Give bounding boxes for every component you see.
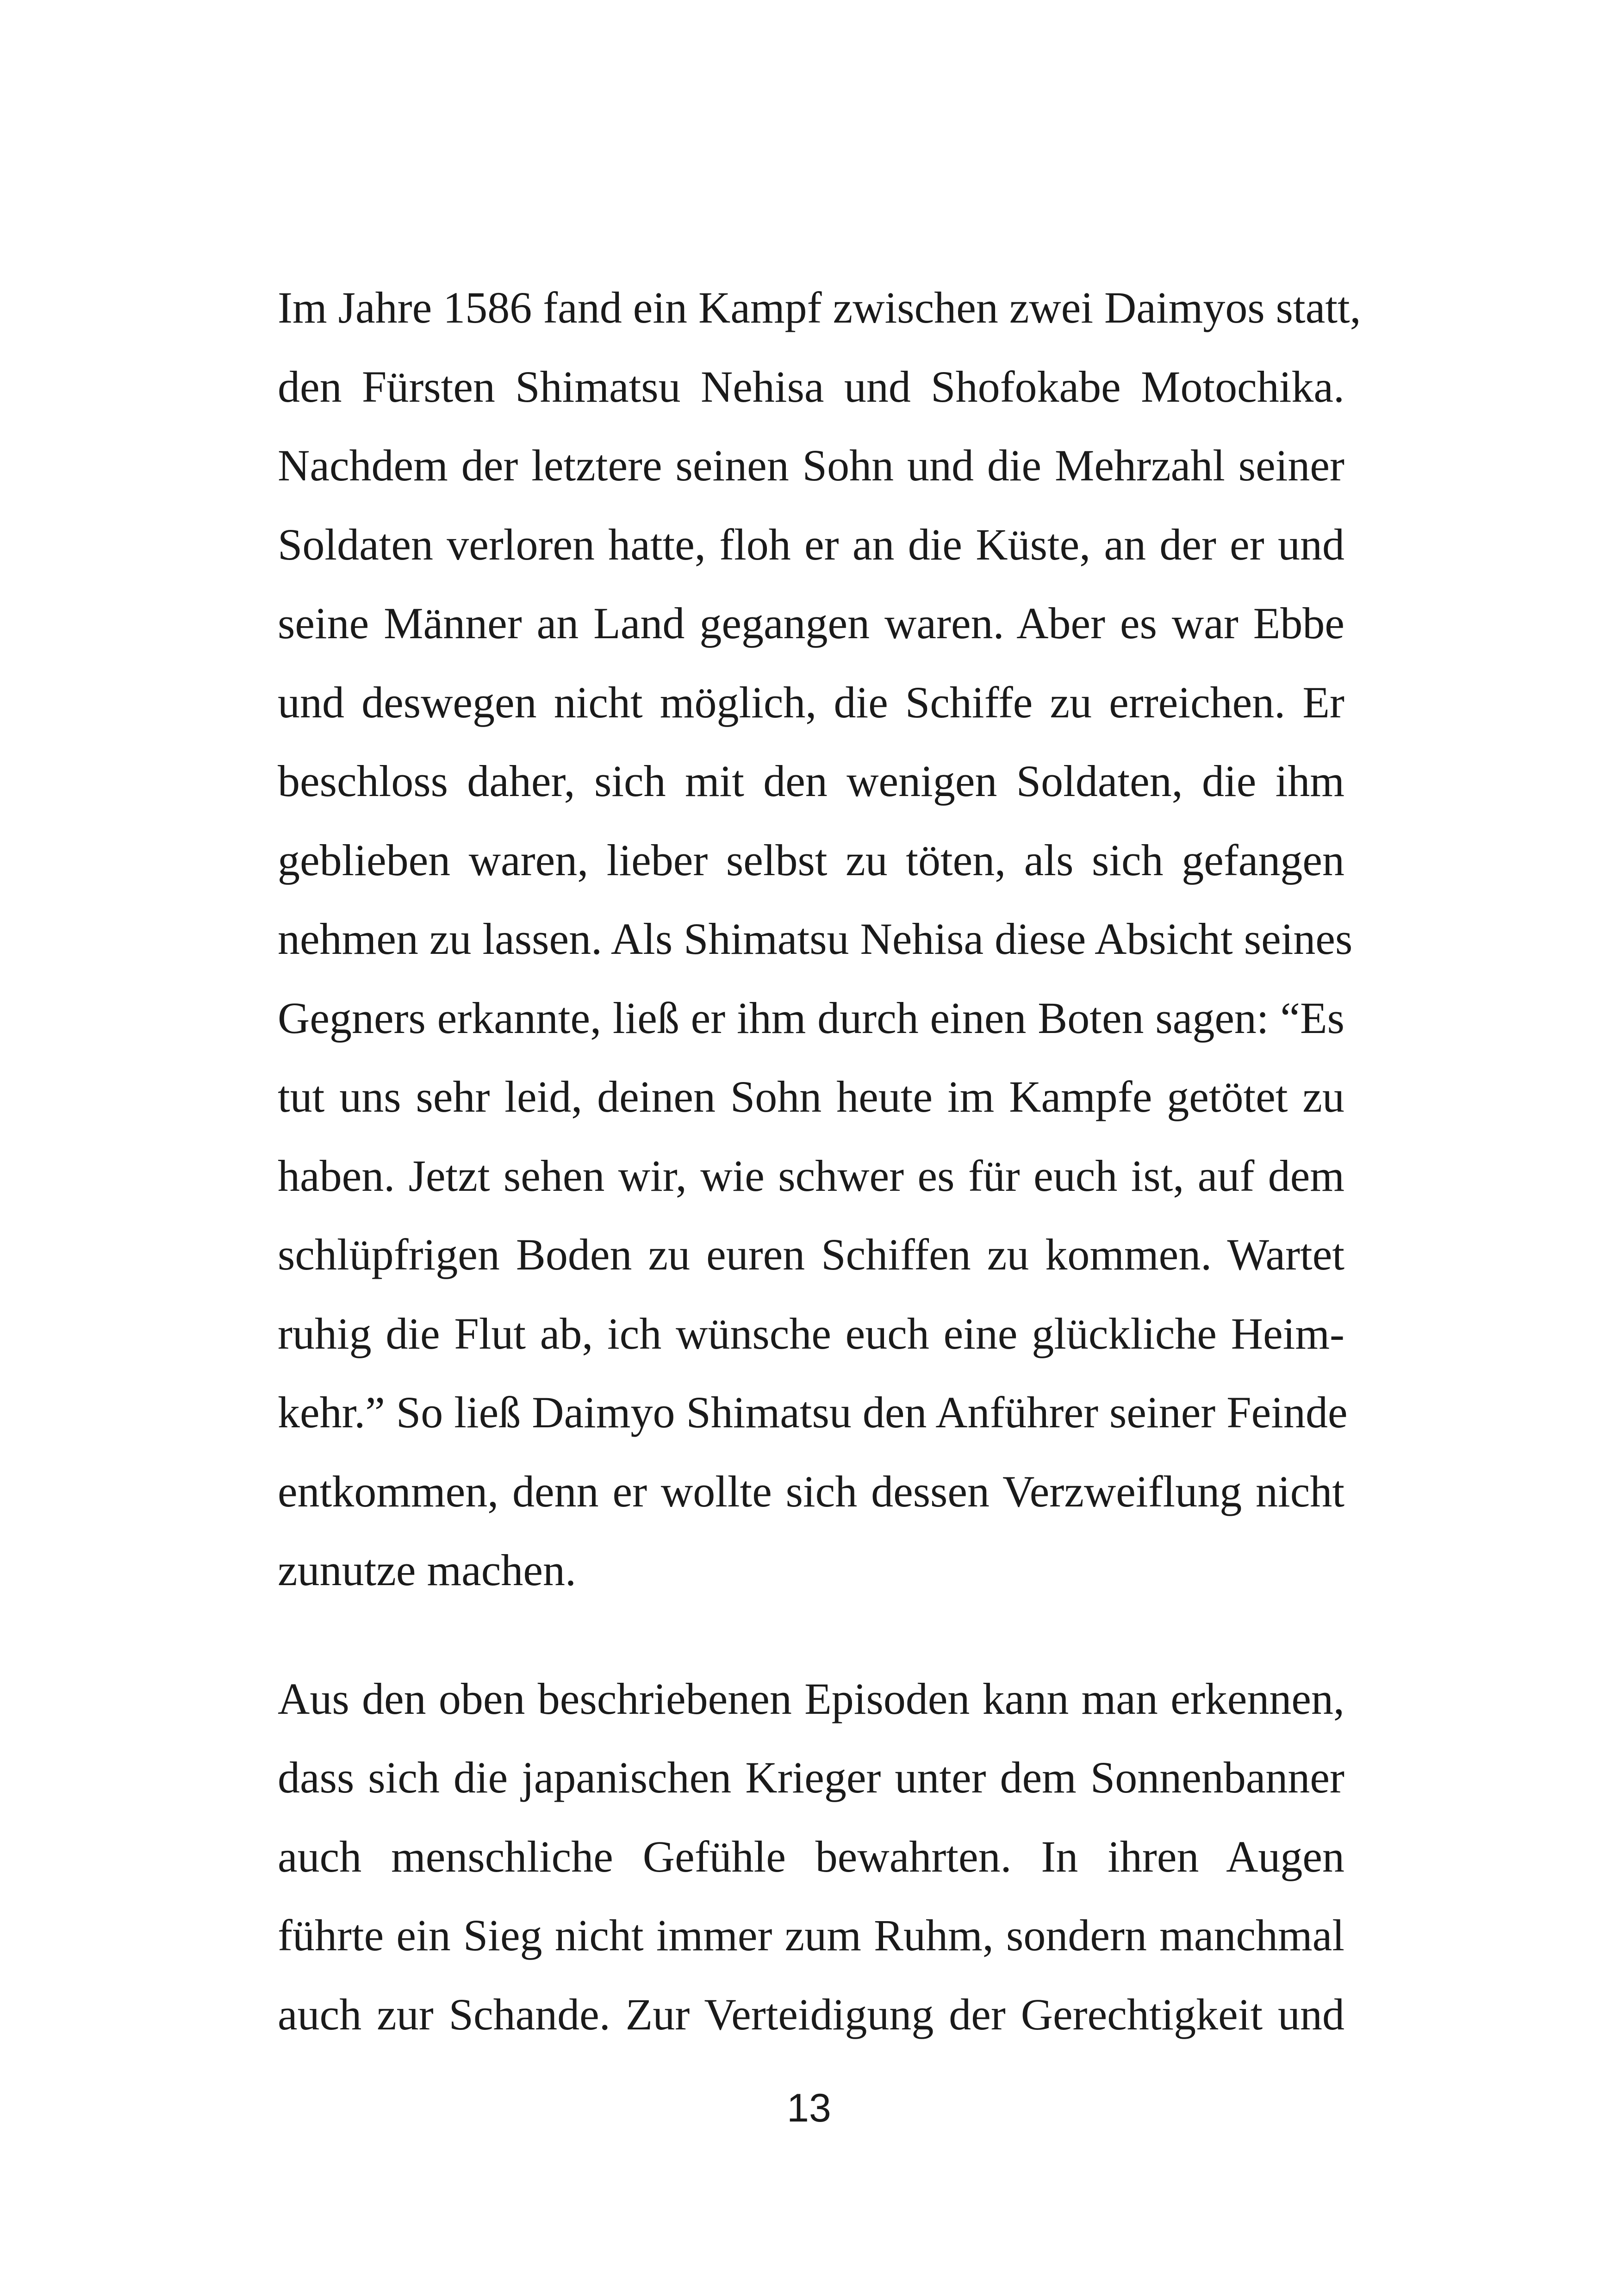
text-line: entkommen, denn er wollte sich dessen Verzweiflung nicht bbox=[278, 1466, 1344, 1516]
page-number: 13 bbox=[787, 2086, 831, 2130]
text-line: Soldaten verloren hatte, floh er an die Küste, an der er und bbox=[278, 519, 1344, 569]
text-line: nehmen zu lassen. Als Shimatsu Nehisa diese Absicht seines bbox=[278, 914, 1353, 964]
text-line: seine Männer an Land gegangen waren. Aber es war Ebbe bbox=[278, 598, 1344, 648]
text-line: geblieben waren, lieber selbst zu töten, als sich gefangen bbox=[278, 835, 1344, 885]
text-line: Nachdem der letztere seinen Sohn und die Mehrzahl seiner bbox=[278, 441, 1344, 490]
body-text bbox=[278, 268, 1361, 2054]
text-line: führte ein Sieg nicht immer zum Ruhm, sondern manchmal bbox=[278, 1910, 1344, 1960]
text-line: Gegners erkannte, ließ er ihm durch einen Boten sagen: “Es bbox=[278, 993, 1344, 1043]
text-line: beschloss daher, sich mit den wenigen Soldaten, die ihm bbox=[278, 756, 1344, 806]
text-line: und deswegen nicht möglich, die Schiffe zu erreichen. Er bbox=[278, 677, 1344, 727]
text-line: Aus den oben beschriebenen Episoden kann man erkennen, bbox=[278, 1674, 1344, 1724]
text-line: Im Jahre 1586 fand ein Kampf zwischen zwei Daimyos statt, bbox=[278, 283, 1361, 332]
text-line: dass sich die japanischen Krieger unter dem Sonnenbanner bbox=[278, 1753, 1344, 1802]
paragraph-2 bbox=[278, 1660, 1344, 2054]
text-line: zunutze machen. bbox=[278, 1545, 576, 1595]
text-line: schlüpfrigen Boden zu euren Schiffen zu kommen. Wartet bbox=[278, 1230, 1344, 1279]
text-line: haben. Jetzt sehen wir, wie schwer es für euch ist, auf dem bbox=[278, 1151, 1344, 1201]
text-line: tut uns sehr leid, deinen Sohn heute im Kampfe getötet zu bbox=[278, 1072, 1344, 1121]
text-line: den Fürsten Shimatsu Nehisa und Shofokabe Motochika. bbox=[278, 361, 1344, 411]
text-line: kehr.” So ließ Daimyo Shimatsu den Anführer seiner Feinde bbox=[278, 1388, 1348, 1437]
text-line: auch menschliche Gefühle bewahrten. In ihren Augen bbox=[278, 1831, 1344, 1881]
text-line: ruhig die Flut ab, ich wünsche euch eine glückliche Heim- bbox=[278, 1308, 1344, 1358]
text-line: auch zur Schande. Zur Verteidigung der Gerechtigkeit und bbox=[278, 1989, 1344, 2039]
paragraph-1 bbox=[278, 268, 1361, 1610]
